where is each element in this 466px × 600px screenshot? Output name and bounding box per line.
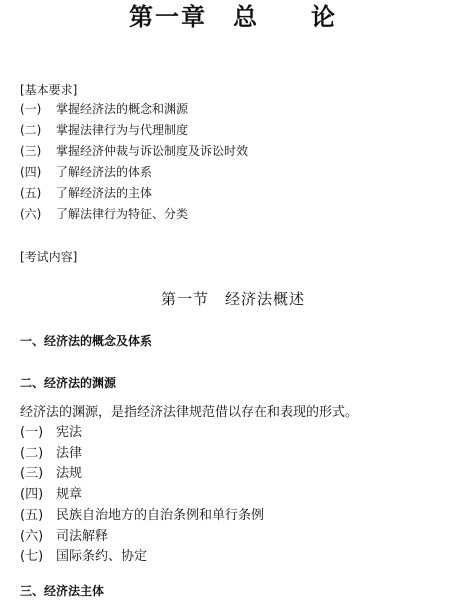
item-text: 法律	[56, 445, 83, 461]
item-number: (七)	[20, 549, 44, 565]
list-item	[20, 464, 264, 485]
list-item	[20, 141, 248, 162]
item-number: (六)	[20, 207, 42, 221]
list-item	[20, 506, 264, 527]
heading-concept-system: 一、经济法的概念及体系	[20, 334, 153, 348]
list-item	[20, 120, 248, 141]
item-number: (三)	[20, 466, 44, 482]
item-text: 民族自治地方的自治条例和单行条例	[56, 507, 265, 523]
item-text: 了解法律行为特征、分类	[56, 207, 189, 221]
exam-content-label: [考试内容]	[20, 250, 78, 264]
list-item	[20, 423, 264, 444]
list-item	[20, 183, 248, 204]
list-item	[20, 99, 248, 120]
item-text: 掌握经济法的概念和渊源	[56, 102, 189, 116]
item-number: (三)	[20, 144, 42, 158]
basic-requirements-list	[20, 99, 248, 225]
item-number: (五)	[20, 507, 44, 523]
list-item	[20, 547, 264, 568]
section-title: 第一节 经济法概述	[160, 290, 305, 308]
item-number: (一)	[20, 102, 42, 116]
item-text: 了解经济法的主体	[56, 186, 153, 200]
item-number: (六)	[20, 528, 44, 544]
list-item	[20, 485, 264, 506]
list-item	[20, 527, 264, 548]
item-text: 宪法	[56, 425, 83, 440]
heading-sources: 二、经济法的渊源	[20, 376, 117, 390]
item-text: 掌握经济仲裁与诉讼制度及诉讼时效	[56, 144, 249, 158]
item-text: 掌握法律行为与代理制度	[56, 123, 189, 137]
list-item	[20, 204, 248, 225]
item-number: (四)	[20, 487, 44, 503]
item-number: (二)	[20, 445, 44, 461]
sources-intro-paragraph: 经济法的渊源，是指经济法律规范借以存在和表现的形式。	[20, 405, 359, 420]
item-text: 法规	[56, 466, 83, 482]
item-text: 规章	[56, 487, 83, 503]
heading-subjects: 三、经济法主体	[20, 584, 105, 598]
sources-list	[20, 423, 264, 568]
item-number: (五)	[20, 186, 42, 200]
item-text: 了解经济法的体系	[56, 165, 153, 179]
item-text: 司法解释	[56, 528, 109, 544]
chapter-title: 第一章 总 论	[129, 3, 337, 31]
list-item	[20, 162, 248, 183]
item-number: (四)	[20, 165, 42, 179]
item-text: 国际条约、协定	[56, 549, 148, 565]
basic-requirements-label: [基本要求]	[20, 83, 78, 97]
item-number: (一)	[20, 425, 44, 440]
item-number: (二)	[20, 123, 42, 137]
list-item	[20, 444, 264, 465]
